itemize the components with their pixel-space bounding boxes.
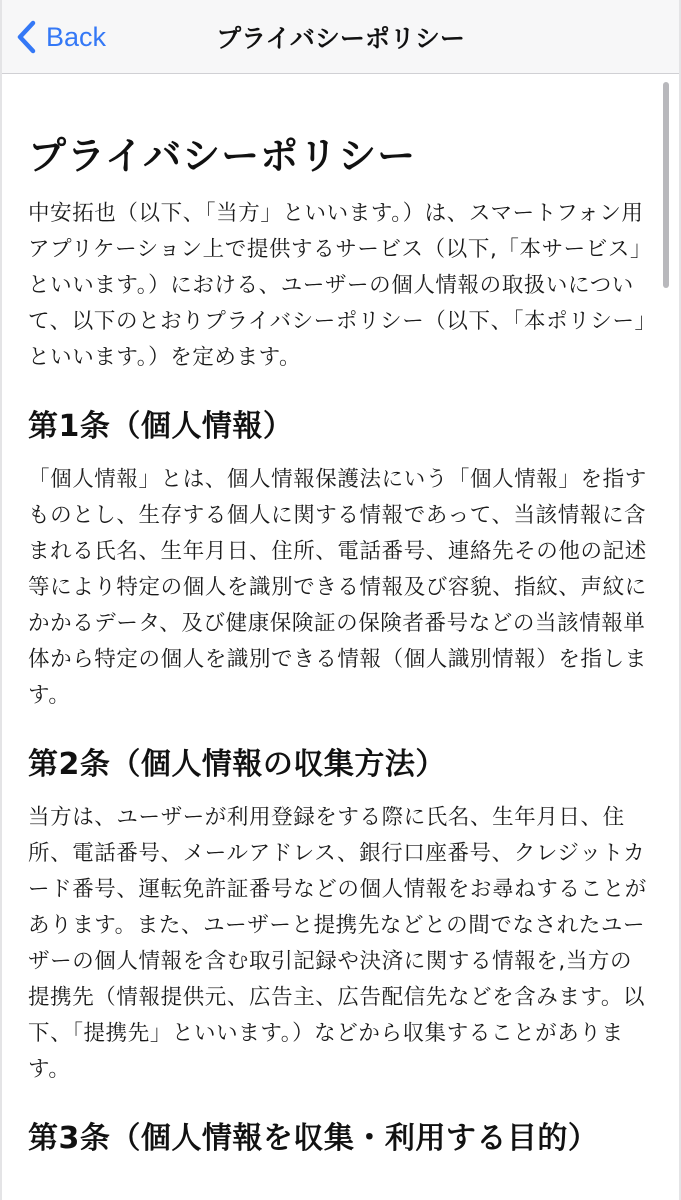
scroll-content[interactable] — [0, 74, 681, 1200]
page-title: プライバシーポリシー — [28, 134, 417, 178]
back-button-label[interactable]: Back — [46, 21, 107, 52]
section-body-1: 「個人情報」とは、個人情報保護法にいう「個人情報」を指すものとし、生存する個人に関する情報であって、当該情報に含まれる氏名、生年月日、住所、電話番号、連絡先その他の記述等により特定の個人を識別できる情報及び容貌、指紋、声紋にかかるデータ、及び健康保険証の保険者番号などの当該情報単体から特定の個人を識別できる情報（個人識別情報）を指します。 — [28, 467, 647, 708]
section-heading-3: 第3条（個人情報を収集・利用する目的） — [28, 1121, 599, 1156]
screen-edge-left — [0, 0, 2, 1200]
section-body-2: 当方は、ユーザーが利用登録をする際に氏名、生年月日、住所、電話番号、メールアドレス、銀行口座番号、クレジットカード番号、運転免許証番号などの個人情報をお尋ねすることがあります。また、ユーザーと提携先などとの間でなされたユーザーの個人情報を含む取引記録や決済に関する情報を,当方の提携先（情報提供元、広告主、広告配信先などを含みます。以下、「提携先」といいます。）などから収集することがあります。 — [28, 805, 647, 1082]
back-button[interactable] — [12, 0, 106, 74]
vertical-scrollbar[interactable] — [663, 82, 669, 288]
chevron-left-icon — [12, 17, 42, 57]
navigation-bar — [0, 0, 681, 74]
document-body — [0, 74, 681, 1160]
intro-paragraph: 中安拓也（以下、「当方」といいます。）は、スマートフォン用アプリケーション上で提供するサービス（以下,「本サービス」といいます。）における、ユーザーの個人情報の取扱いについて、以下のとおりプライバシーポリシー（以下、「本ポリシー」といいます。）を定めます。 — [28, 201, 646, 370]
section-heading-1: 第1条（個人情報） — [28, 409, 294, 444]
nav-title: プライバシーポリシー — [216, 24, 465, 53]
section-heading-2: 第2条（個人情報の収集方法） — [28, 747, 446, 782]
